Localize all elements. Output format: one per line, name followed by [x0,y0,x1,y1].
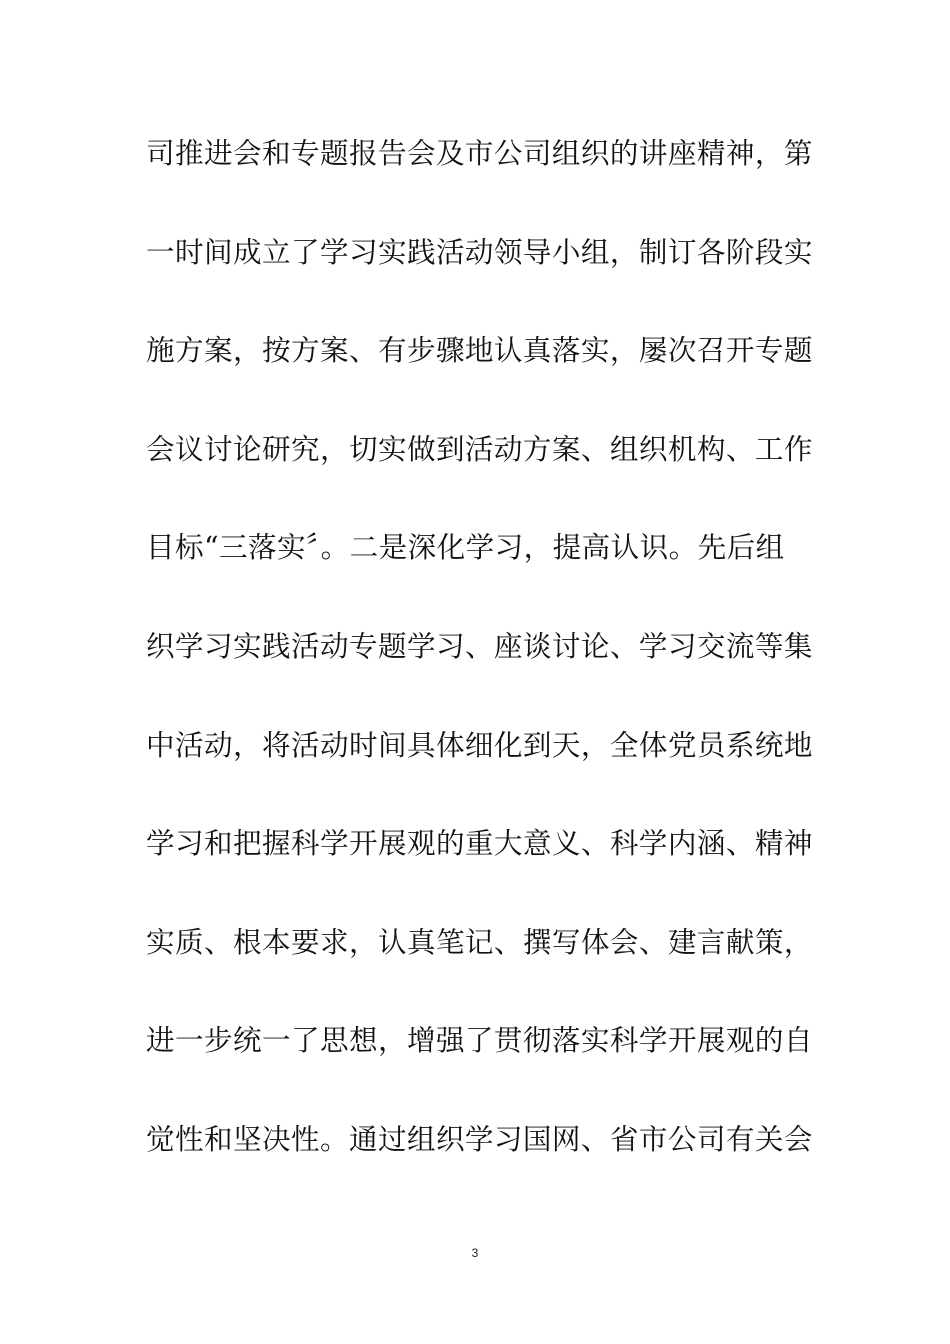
text-line: 目标“三落实〞。二是深化学习，提高认识。先后组 [146,530,785,565]
text-line: 司推进会和专题报告会及市公司组织的讲座精神，第 [146,136,813,170]
text-line: 一时间成立了学习实践活动领导小组，制订各阶段实 [146,234,813,269]
text-line: 实质、根本要求，认真笔记、撰写体会、建言献策， [146,924,813,959]
text-line: 觉性和坚决性。通过组织学习国网、省市公司有关会 [146,1121,813,1156]
text-line: 中活动，将活动时间具体细化到天，全体党员系统地 [146,727,813,762]
text-line: 进一步统一了思想，增强了贯彻落实科学开展观的自 [146,1023,813,1058]
text-line: 织学习实践活动专题学习、座谈讨论、学习交流等集 [146,628,813,663]
text-line: 会议讨论研究，切实做到活动方案、组织机构、工作 [146,431,813,466]
page-number: 3 [471,1246,479,1260]
body-text [146,124,816,1209]
text-line: 学习和把握科学开展观的重大意义、科学内涵、精神 [146,826,813,861]
text-line: 施方案，按方案、有步骤地认真落实，屡次召开专题 [146,333,813,368]
